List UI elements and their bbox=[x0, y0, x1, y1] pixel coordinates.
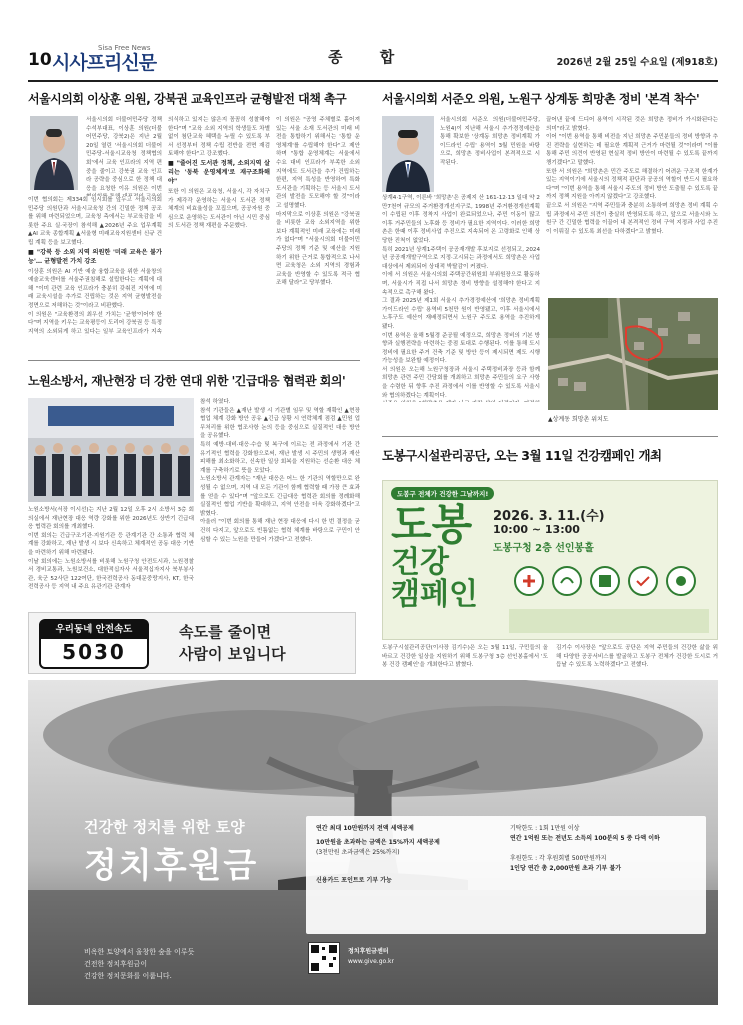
paper-name: 시사프리신문 bbox=[52, 52, 157, 74]
article-dobong-health bbox=[382, 446, 718, 464]
article-nowon-fire bbox=[28, 372, 360, 389]
article3-col2 bbox=[200, 398, 360, 608]
poster-big-line2: 건강 bbox=[391, 545, 449, 580]
divider bbox=[382, 436, 718, 437]
paragraph bbox=[382, 400, 540, 402]
article1-intro: 서울시의회 더불어민주당 정책수석부대표, 이상훈 의원(더불어민주당, 강북2)은 지난 2월 20일 열린 '서울시의회 더불어민주당-서울시교육청 정책협의회'에서 교육 인프라의 지역 편중을 줄이고 강북권 교육 인프라 공략을 중심으로 한 정책 대응을 요청한 이유 의원은 이번 bbox=[86, 117, 162, 192]
issue-info: 2026년 2월 25일 수요일 (제918호) bbox=[556, 57, 718, 68]
poster-banner: 도봉구 전체가 건강한 그날까지! bbox=[391, 487, 494, 500]
benefit-2: 10만원을 초과하는 금액은 15%까지 세액공제 bbox=[316, 839, 440, 846]
article1-col1 bbox=[28, 196, 162, 336]
limit-1-label: 기탁한도 : 1회 1만원 이상 bbox=[510, 825, 580, 832]
paragraph: 또한 이 의원은 교육청, 서울시, 각 자치구가 제각각 운영하는 서울시 도서관 정책 체계의 비효율성을 꼬집으며, 공공자원 중심으로 운영하는 도서관이 아닌 시민 중심의 도서관 정책 재편을 주문했다. bbox=[168, 188, 270, 230]
speed-badge bbox=[39, 619, 149, 669]
paragraph: 특히 예방·대비·대응·수습 및 복구에 이르는 전 과정에서 기관 간 유기적인 협력을 강화함으로써, 재난 발생 시 주민의 생명과 재산 피해를 최소화하고, 신속한 일상 회복을 지원하는 선순환 대응 체계를 구축하기로 뜻을 모았다. bbox=[200, 441, 360, 474]
group-photo-icon bbox=[28, 398, 194, 502]
ad-benefits bbox=[316, 824, 502, 886]
article2-intro: 서울시의회 서준오 의원(더불어민주당, 노원4)이 지난해 서울시 추가경정예산을 통해 확보한 '상계동 희망촌 정비계획 가이드라인 수립' 용역이 3월 민원을 바탕으로, 희망촌 정비사업이 본격적으로 시작된다. bbox=[440, 117, 540, 166]
paragraph: 의식하고 있지는 않은지 꼼꼼히 성찰해야 한다"며 "교육 소외 지역의 학생들도 차별없이 첨단교육 혜택을 누릴 수 있도록 부서 선정부터 정책 수립 전반을 전면 재검토해야 한다"고 강조했다. bbox=[168, 117, 270, 158]
page-number: 10 bbox=[28, 50, 52, 70]
paper-name-sub: Sisa Free News bbox=[98, 44, 151, 52]
divider bbox=[28, 360, 360, 361]
masthead bbox=[28, 44, 718, 80]
ad-tagline-3: 건강한 정치문화를 이룹니다. bbox=[84, 972, 172, 980]
article3-col1 bbox=[28, 506, 194, 608]
paragraph: 아울러 "이번 회의를 통해 재난 현장 대응에 다시 한 번 결정을 굳건히 다지고, 앞으로도 빈틈없는 협력 체계를 바탕으로 구민이 안심할 수 있는 노원을 만들어 가겠다"고 전했다. bbox=[200, 519, 360, 543]
speed-limit-ad bbox=[28, 612, 356, 674]
paragraph: 마지막으로 이상훈 의원은 "강북권을 비롯한 교육 소외지역을 위한 보다 계획적인 미래 교육에는 미래가 없다"며 "서울시의회 더불어민주당의 정책 기준 및 예산을 지원하기 위한 근거로 통합적으로 나서면 교육청은 소외 지역의 경험과 교육을 반영할 수 있도록 적극 협조해 달라"고 당부했다. bbox=[276, 211, 360, 287]
speed-badge-top: 우리동네 안전속도 bbox=[41, 621, 147, 639]
dobong-campaign-poster bbox=[382, 480, 718, 640]
limit-2-label: 후원한도 : 각 후원회별 500만원까지 bbox=[510, 855, 607, 862]
health-icons bbox=[509, 561, 709, 637]
article2-col2 bbox=[546, 116, 718, 296]
fire-meeting-photo bbox=[28, 398, 194, 502]
paragraph: 이번 협의회는 제334회 임시회를 앞두고 서울시의회 민주당 의원단과 서울시교육청 간의 긴밀한 정책 공조를 위해 마련되었으며, 교육청 측에서는 부교육감을 비롯한 주요 실·국장이 참석해 ▲2026년 주요 업무계획 ▲AI 교육 종합계획 ▲서울형 미래교육지원센터 신규 건립 계획 등을 보고했다. bbox=[28, 197, 162, 246]
paragraph: 노원소방서 관계자는 "재난 대응은 어느 한 기관의 역할만으로 완성될 수 없으며, 지역 내 모든 기관이 함께 협력할 때 가장 큰 효과를 얻을 수 있다"며 "앞으로도 긴급대응 협력관 회의를 정례화해 실질적인 협업 기반을 확대하고, 지역 안전을 더욱 강화하겠다"고 밝혔다. bbox=[200, 476, 360, 517]
article1-col2 bbox=[168, 116, 270, 334]
paragraph: 또한 서 의원은 "희망촌은 민간 주도로 해결하기 어려운 구조적 한계가 있는 지역이기에 서울시의 정책적 판단과 공공의 역할이 반드시 필요하다"며 "이번 용역을 통해 서울시 주도의 정비 방안 도출될 수 있도록 끝까지 정책 지원을 아끼지 않겠다"고 강조했다. bbox=[546, 168, 718, 201]
paragraph: 이 의원은 "공영 주체별로 흩어져 있는 서울 소재 도서관의 미래 비전을 통합하기 위해서는 '통합 운영체계'를 수립해야 한다"고 제안하며 "통합 운영체계는 서울에서 수요 대비 인프라가 부족한 소외 지역에도 도서관을 추가 건립하는 한편, 지역 특성을 반영하여 특화 도서관을 기획하는 등 서울시 도서관의 발전을 도모해야 할 것"이라고 설명했다. bbox=[276, 117, 360, 209]
benefit-2-note: (3천만원 초과금액은 25%까지) bbox=[316, 849, 400, 856]
article-lee-sanghoon bbox=[28, 90, 360, 107]
paragraph: 이상훈 의원은 AI 기반 예술 융합교육을 위한 서울창의예술교육센터를 서울주권침해로 설립한다는 계획에 대해 "이미 관련 교육 인프라가 충분히 갖춰진 지역에 미래 교육시설을 추가로 건립하는 것은 지역 균형발전을 정면으로 저해하는 것"이라고 비판했다. bbox=[28, 268, 162, 309]
speed-badge-number: 5030 bbox=[62, 640, 126, 664]
masthead-rule bbox=[28, 80, 718, 82]
paragraph: 이날 회의에는 노원소방서를 비롯해 노원구청 안전도시과, 노원경찰서 경비교통과, 노원보건소, 대한적십자사 서울적십자지사 북부봉사관, 육군 52사단 122여단, 한국전력공사 동대문중랑지사, KT, 한국전력공사 등 지역 내 주요 유관기관 관계자 bbox=[28, 558, 194, 591]
paragraph: 노원소방서(서장 이시선)는 지난 2월 12일 오후 2시 소방서 3층 회의실에서 재난현장 대응 역량 강화를 위한 2026년도 상반기 긴급대응 협력관 회의를 개최했다. bbox=[28, 507, 194, 531]
portrait-icon bbox=[382, 116, 434, 192]
limit-1-value: 연간 1억원 또는 전년도 소득의 100분의 5 중 다액 이하 bbox=[510, 835, 660, 842]
poster-big-line3: 캠페인 bbox=[391, 577, 478, 612]
article4-col2-top bbox=[556, 644, 718, 678]
article-headline: 노원소방서, 재난현장 더 강한 연대 위한 '긴급대응 협력관 회의' bbox=[28, 374, 346, 388]
paragraph: 김기수 이사장은 "앞으로도 공단은 지역 주민들의 건강한 삶을 위해 다양한 공공서비스를 발굴하고 도봉구 전체가 건강한 도시로 거듭날 수 있도록 노력하겠다"고 전했다. bbox=[556, 645, 718, 669]
article-headline: 도봉구시설관리공단, 오는 3월 11일 건강캠페인 개최 bbox=[382, 448, 662, 463]
paragraph: 특히 2021년 상계1주택이 공공재개발 후보지로 선정되고, 2024년 공공재개발구역으로 지정·고시되는 과정에서도 희망촌은 사업 대상에서 제외되어 상대적 박탈감이 커졌다. bbox=[382, 246, 540, 270]
ad-info-box bbox=[306, 816, 706, 934]
subhead: ■ "강북 등 소외 지역 의원한 '미래 교육은 불가능'… 균형발전 가치 강조 bbox=[28, 248, 162, 265]
benefit-3: 신용카드 포인트로 기부 가능 bbox=[316, 877, 392, 884]
article-headline: 서울시의회 서준오 의원, 노원구 상계동 희망촌 정비 '본격 착수' bbox=[382, 92, 700, 106]
ad-slogan: 건강한 정치를 위한 토양 bbox=[84, 818, 245, 836]
ad-title: 정치후원금 bbox=[84, 846, 259, 886]
paragraph: 그 결과 2025년 제1회 서울시 추가경정예산에 '희망촌 정비계획 가이드라인 수립' 용역비 5천만 원이 반영됐고, 이후 서울시에서 노후구도 예산이 재배정되면서 노원구 주도로 용역을 추진하게 됐다. bbox=[382, 298, 540, 330]
article2-col1 bbox=[382, 194, 540, 402]
paragraph: 끝으로 서 의원은 "지역 주민들과 충분히 소통하며 희망촌 정비 계획 수립 과정에서 주민 의견이 충실히 반영되도록 하고, 앞으로 서울시와 노원구 간 긴밀한 협력을 이끌어 내 본격적인 정비 구역 지정과 사업 추진이 이뤄질 수 있도록 최선을 다하겠다"고 밝혔다. bbox=[546, 202, 718, 235]
poster-venue: 도봉구청 2층 선인봉홀 bbox=[493, 543, 594, 554]
speed-message-line1: 속도를 줄이면 bbox=[179, 623, 272, 641]
section-title: 종 합 bbox=[328, 48, 411, 66]
paragraph: 끌어낸 끝에 드디어 용역이 시작된 것은 희망촌 정비가 가시화된다는 의미"라고 밝혔다. bbox=[546, 117, 718, 132]
limit-2-value: 1인당 연간 총 2,000만원 초과 기부 불가 bbox=[510, 865, 622, 872]
heemangchon-aerial-map bbox=[548, 298, 718, 410]
subhead: ■ "줄어진 도서관 정책, 소외지역 살리는 '동북 운영체계'로 재구조화해야" bbox=[168, 159, 270, 185]
lee-sanghoon-photo bbox=[30, 116, 78, 190]
aerial-map-icon bbox=[548, 298, 718, 410]
paragraph: 참석 기관들은 ▲재난 발생 시 기관별 임무 및 역할 재확인 ▲현장 협업 체계 강화 방안 공유 ▲긴급 상황 시 연락체계 점검 ▲민원 업무처리를 위한 협조사항 논의 등을 중심으로 실질적인 대응 방안을 공유했다. bbox=[200, 407, 360, 440]
ad-tagline-1: 비옥한 토양에서 울창한 숲을 이루듯 bbox=[84, 948, 195, 956]
article4-col1 bbox=[382, 644, 548, 678]
paragraph: 이에 서 의원은 서울시의회 주택공간위원회 부위원장으로 활동하며, 서울시가 직접 나서 희망촌 정비 방향을 설정해야 한다고 지속적으로 촉구해 왔다. bbox=[382, 272, 540, 296]
paragraph: 이 의원은 "교육환경의 최우선 가치는 '균형'이어야 한다"며 지역을 키우는 교육평등이 도리어 강북권 등 특정 지역의 소외되게 하고 있다는 일부 교육인프라가 지속 bbox=[28, 311, 162, 335]
benefit-1: 연간 최대 10만원까지 전액 세액공제 bbox=[316, 825, 414, 832]
ad-url: www.give.go.kr bbox=[348, 958, 394, 965]
ad-tagline bbox=[84, 946, 194, 982]
speed-message bbox=[179, 621, 286, 665]
poster-big-text bbox=[391, 500, 473, 549]
paragraph: 이번 용역은 올해 5월경 준공될 예정으로, 희망촌 정비의 기본 방향과 실행전략을 마련하는 중점 토대로 수행된다. 이를 통해 도시정비에 필요한 주거 건축 기준 및 방안 등이 제시되면 제도 시행 가능성을 보완할 예정이다. bbox=[382, 332, 540, 365]
qr-pattern bbox=[309, 943, 339, 973]
article1-col3 bbox=[276, 116, 360, 334]
paragraph: 상계4·1구역, 이른바 '희망촌'은 공제지 산 161-12·13 일대 약 2만7천여 규모의 주거환경개선지구로, 1998년 주거환경개선계획이 수립된 이후 정착지 사업이 완료되었으나, 주민 이동이 많고 이후 거주민들의 노후화 등 정비가 필요한 지역이다. 이러한 희망촌은 한때 이후 정비사업 추진으로 지속되어 온 고령화로 인해 상당한 진척이 없었다. bbox=[382, 195, 540, 244]
speed-message-line2: 사람이 보입니다 bbox=[179, 645, 286, 663]
paragraph: 이어 "이번 용역을 통해 비전을 지닌 희망촌 주민분들의 정비 방향과 추진 전략을 실현하는 데 필요한 계획적 근거가 마련될 것"이라며 "이를 통해 주민 의견이 반영된 현실적 정비 방안이 마련될 수 있도록 끝까지 챙기겠다"고 말했다. bbox=[546, 134, 718, 166]
ad-limits bbox=[510, 824, 698, 874]
paragraph: 서 의원은 오는해 노원구청장과 서울시 주택정비과장 등과 함께 희망촌 관련 주민 간담회를 개최하고 희망촌 주민들의 요구 사항을 수렴한 뒤 향후 추진 과정에서 이를 반영할 수 있도록 서울시와 협의하겠다는 계획이다. bbox=[382, 366, 540, 399]
portrait-icon bbox=[30, 116, 78, 190]
ad-org: 정치후원금센터 bbox=[348, 948, 389, 955]
seo-junoh-photo bbox=[382, 116, 434, 192]
poster-big-line1: 도봉 bbox=[391, 500, 473, 549]
ad-tagline-2: 건전한 정치후원금이 bbox=[84, 960, 148, 968]
poster-date: 2026. 3. 11.(수) bbox=[493, 509, 605, 524]
political-donation-ad bbox=[28, 680, 718, 1005]
paragraph: 이번 회의는 긴급구조기관·지원기관 등 관계기관 간 소통과 협력 체계를 강화하고, 재난 발생 시 보다 신속하고 체계적인 공동 대응 기반을 마련하기 위해 마련됐다. bbox=[28, 532, 194, 556]
paragraph: 도봉구시설관리공단(이사장 김기수)은 오는 3월 11일, 구민들의 올바르고 건강한 일상을 지원하기 위해 도봉구청 3층 선인봉홀에서 '도봉 건강 캠페인'을 개최한다고 밝혔다. bbox=[382, 645, 548, 669]
paragraph: 참석 하였다. bbox=[200, 399, 231, 405]
map-caption: ▲상계동 희망촌 위치도 bbox=[548, 416, 609, 423]
article-seo-junoh bbox=[382, 90, 718, 107]
poster-time: 10:00 ~ 13:00 bbox=[493, 523, 580, 536]
article-headline: 서울시의회 이상훈 의원, 강북권 교육인프라 균형발전 대책 촉구 bbox=[28, 92, 347, 106]
qr-code-icon bbox=[308, 942, 340, 974]
